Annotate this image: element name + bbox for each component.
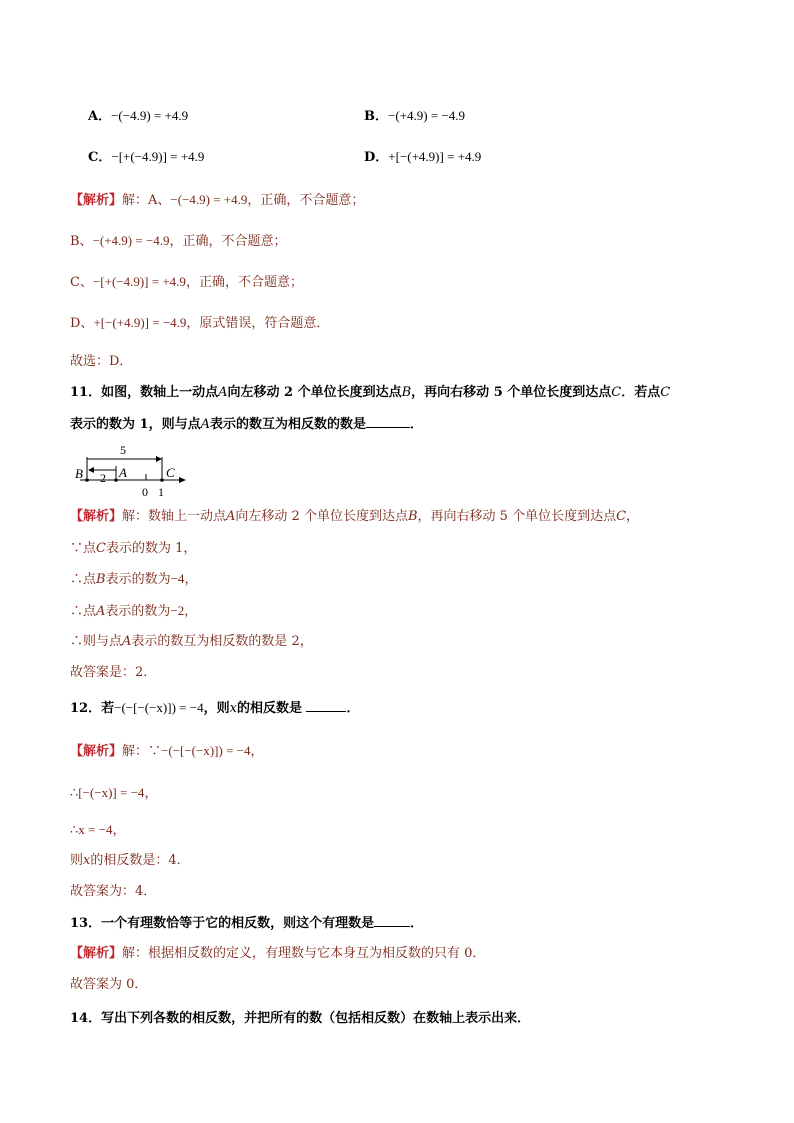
q11-sol5-b: 表示的数互为相反数的数是 2， [131,634,313,649]
q12-sol4-var: x [83,853,91,868]
q11-answer-blank[interactable] [366,415,410,428]
q11-sol1-b: 向左移动 2 个单位长度到达点 [235,509,408,524]
q11-sol5-p: A [122,634,132,649]
label-c: C [166,465,175,480]
option-d-expr: +[−(+4.9)] = +4.9 [388,149,482,164]
q11-sol2-a: ∵点 [70,541,97,556]
q11-sol4-b: 表示的数为 [105,604,171,619]
q10-line1-prefix: 解：A、 [122,193,171,208]
q11-analysis-line-4 [70,602,197,621]
q11-pt-a2: A [200,417,210,432]
q12-sol4-b: 的相反数是：4． [90,853,190,868]
q12-sol2-b: ， [144,786,158,801]
q12-sol4-a: 则 [70,853,84,868]
q10-analysis-line-3 [70,273,303,292]
option-c-expr: −[+(−4.9)] = +4.9 [111,149,205,164]
q12-sol3-b: ， [112,823,126,838]
q11-analysis-line-3 [70,570,197,589]
option-b [364,107,465,126]
q10-line4-suffix: ，原式错误，符合题意． [186,316,330,331]
analysis-tag: 【解析】 [70,193,123,208]
q11-pt-c: C [611,385,622,400]
arrow-2-head [88,467,94,473]
q11-sol4-c: ， [184,604,198,619]
label-5: 5 [120,443,126,457]
option-b-expr: −(+4.9) = −4.9 [388,108,465,123]
q12-sol2-expr: [−(−x)] = −4 [78,785,145,800]
q11-sol2-p: C [96,541,106,556]
q11-sol1-a: 解：数轴上一动点 [122,509,227,524]
label-a: A [119,465,127,480]
q10-answer: 故选：D． [70,354,133,369]
q11-pt-b: B [401,385,412,400]
q10-line3-suffix: ，正确，不合题意； [185,275,303,290]
q12-analysis-line-1 [70,742,264,761]
q11-sol5-a: ∴则与点 [70,634,123,649]
q10-line3-expr: −[+(−4.9)] = +4.9 [92,274,186,289]
q11-sol4-value: −2 [170,603,185,618]
option-a [88,107,188,126]
label-1: 1 [158,485,164,499]
label-b: B [75,466,83,481]
q12-expr: −(−[−(−x)]) = −4 [114,700,204,715]
option-a-expr: −(−4.9) = +4.9 [111,108,189,123]
q12-analysis-line-3 [70,821,125,840]
q10-analysis-line-2 [70,232,287,251]
q11-sol2-b: 表示的数为 1， [105,541,197,556]
q11-sol3-a: ∴点 [70,572,97,587]
option-d [364,148,481,167]
q13-question [70,914,423,933]
q12-var: x [229,701,237,716]
q11-sol3-b: 表示的数为 [105,572,171,587]
q11-text1-b: 向左移动 2 个单位长度到达点 [227,385,402,400]
q12-text-c: 的相反数是 [236,701,302,716]
point-b [85,478,89,482]
q11-pt-c2: C [660,385,671,400]
q11-text2-end: ． [409,417,423,432]
q13-text: 一个有理数恰等于它的相反数，则这个有理数是 [101,916,375,931]
q11-analysis-line-5 [70,633,313,651]
q10-line1-suffix: ，正确，不合题意； [247,193,365,208]
q13-analysis [70,945,485,963]
number-line-arrow [179,477,186,483]
q11-question-line-1 [70,384,670,402]
q12-number: 12． [70,701,102,716]
q11-question-line-2 [70,415,423,434]
q11-sol1-pc: C [616,509,627,524]
option-c [88,148,204,167]
q12-question [70,699,360,718]
q10-line2-expr: −(+4.9) = −4.9 [92,233,170,248]
analysis-tag: 【解析】 [70,744,123,759]
q11-analysis-line-1 [70,508,639,526]
point-a [114,478,118,482]
q12-text-b: ，则 [203,701,230,716]
q11-pt-a: A [218,385,228,400]
option-c-label: C． [88,150,112,165]
q12-analysis-line-4 [70,852,190,870]
q12-answer-blank[interactable] [306,699,346,712]
q10-analysis-line-4 [70,314,329,333]
q12-sol1-expr: −(−[−(−x)]) = −4 [161,743,251,758]
q13-answer-blank[interactable] [374,914,410,927]
q13-answer: 故答案为 0． [70,977,148,992]
q11-sol4-a: ∴点 [70,604,97,619]
q11-sol1-c: ，再向右移动 5 个单位长度到达点 [417,509,617,524]
q12-sol2-a: ∴ [70,786,79,801]
q12-sol1-b: ， [250,744,264,759]
q10-line3-prefix: C、 [70,275,93,290]
q11-sol1-d: ， [626,509,640,524]
q11-text1-a: 如图，数轴上一动点 [101,385,219,400]
q11-answer: 故答案是：2． [70,665,157,680]
q11-text2-b: 表示的数互为相反数的数是 [209,417,366,432]
q11-text1-d: ．若点 [621,385,661,400]
label-2: 2 [100,471,106,485]
q11-sol3-value: −4 [170,571,185,586]
q11-number-line-figure [70,440,200,500]
q11-sol3-c: ， [184,572,198,587]
q10-line1-expr: −(−4.9) = +4.9 [170,192,248,207]
q12-sol1-a: 解：∵ [122,744,162,759]
q12-text-end: ． [346,701,360,716]
q10-line4-prefix: D、 [70,316,94,331]
q12-sol3-a: ∴ [70,823,79,838]
q11-number: 11． [70,385,102,400]
q10-line4-expr: +[−(+4.9)] = −4.9 [93,315,187,330]
q11-sol3-p: B [96,572,106,587]
q13-sol: 解：根据相反数的定义，有理数与它本身互为相反数的只有 0． [122,946,486,961]
option-d-label: D． [364,150,389,165]
q14-text: 写出下列各数的相反数，并把所有的数（包括相反数）在数轴上表示出来． [101,1011,531,1026]
label-0: 0 [142,485,148,499]
q11-sol4-p: A [96,604,106,619]
q12-analysis-line-2 [70,784,157,803]
q11-text2-a: 表示的数为 1，则与点 [70,417,201,432]
analysis-tag: 【解析】 [70,946,123,961]
q11-analysis-line-2 [70,540,196,558]
q11-sol1-pa: A [226,509,236,524]
q12-answer: 故答案为：4． [70,884,157,899]
q11-sol1-pb: B [407,509,418,524]
q12-text-a: 若 [101,701,115,716]
q10-analysis-line-1 [70,191,364,210]
q14-question [70,1010,530,1028]
q10-line2-suffix: ，正确，不合题意； [169,234,287,249]
arrow-5-head [156,456,162,462]
q13-number: 13． [70,916,102,931]
q14-number: 14． [70,1011,102,1026]
option-b-label: B． [364,109,388,124]
analysis-tag: 【解析】 [70,509,123,524]
q12-sol3-expr: x = −4 [78,822,113,837]
q13-text-end: ． [410,916,424,931]
point-c [160,478,164,482]
option-a-label: A． [88,109,112,124]
q11-text1-c: ，再向右移动 5 个单位长度到达点 [411,385,612,400]
q10-line2-prefix: B、 [70,234,93,249]
